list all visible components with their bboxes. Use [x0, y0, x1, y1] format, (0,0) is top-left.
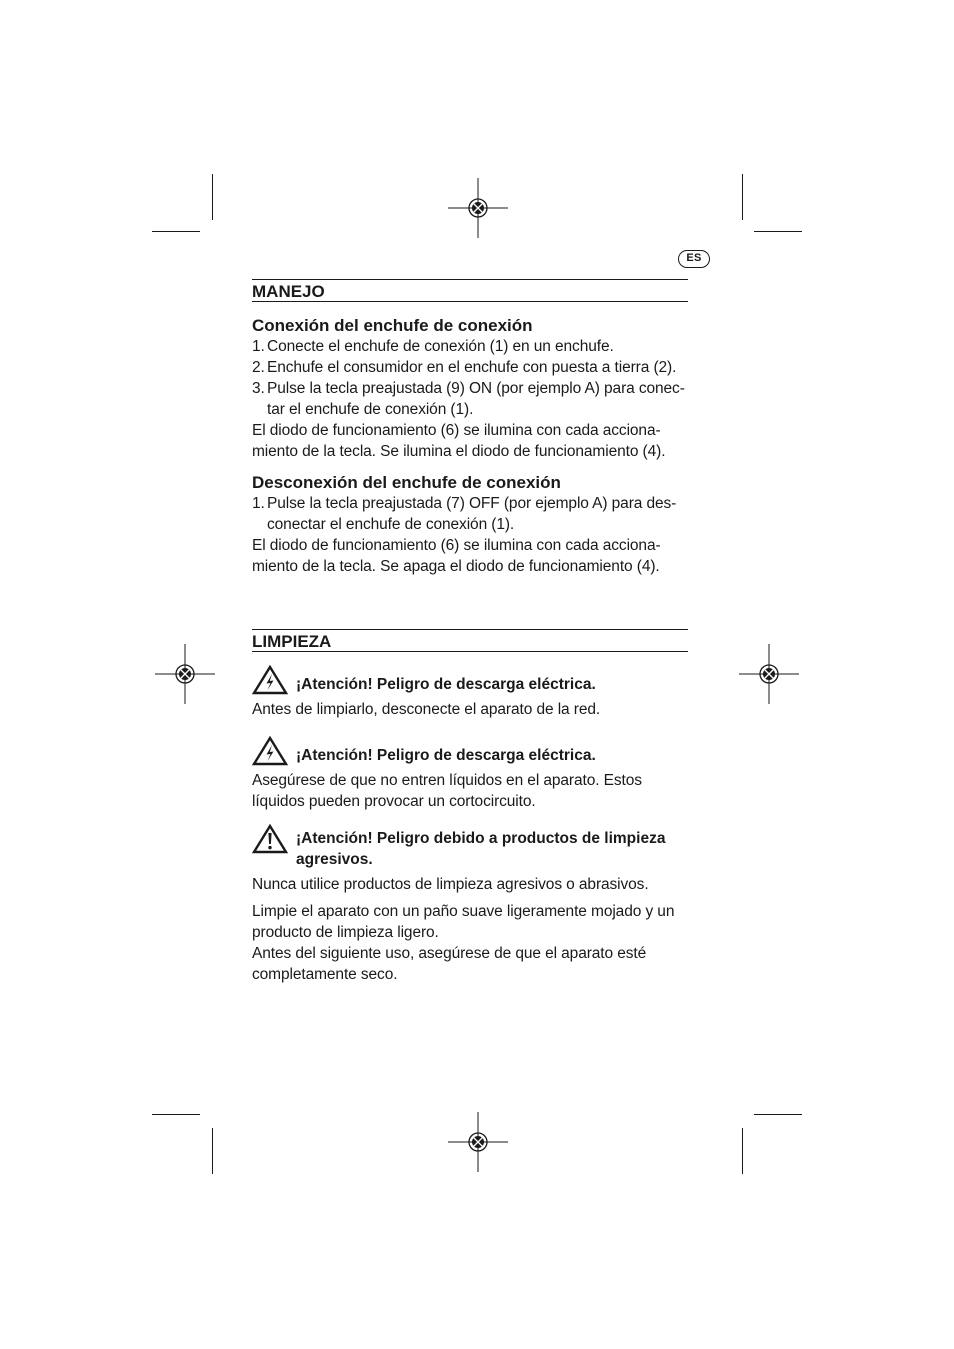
warning-title-line: ¡Atención! Peligro debido a productos de limpieza: [296, 830, 666, 847]
step-text: Conecte el enchufe de conexión (1) en un enchufe.: [267, 338, 614, 355]
language-badge: ES: [678, 250, 710, 268]
list-item: [252, 493, 688, 514]
registration-mark-top-icon: [448, 178, 508, 238]
list-item: [252, 336, 688, 357]
warning-title-line: ¡Atención! Peligro de descarga eléctrica.: [296, 676, 596, 693]
registration-mark-right-icon: [739, 644, 799, 704]
warning-electric-2: [252, 736, 688, 766]
subheading-disconnect: Desconexión del enchufe de conexión: [252, 473, 561, 492]
section-title-manejo: MANEJO: [252, 279, 688, 302]
registration-mark-left-icon: [155, 644, 215, 704]
step-number: 1.: [252, 495, 265, 512]
page-content: [252, 279, 688, 985]
warning-body-line: Asegúrese de que no entren líquidos en el aparato. Estos: [252, 772, 642, 789]
disconnect-note-line: El diodo de funcionamiento (6) se ilumina con cada acciona-: [252, 537, 661, 554]
warning-title: [296, 745, 596, 766]
cleaning-paragraph-line: producto de limpieza ligero.: [252, 924, 439, 941]
warning-body-line: Nunca utilice productos de limpieza agresivos o abrasivos.: [252, 876, 649, 893]
cleaning-paragraph-line: Limpie el aparato con un paño suave ligeramente mojado y un: [252, 903, 675, 920]
cleaning-paragraph-line: Antes del siguiente uso, asegúrese de que el aparato esté: [252, 945, 647, 962]
section-title-limpieza: LIMPIEZA: [252, 629, 688, 652]
step-text-continued: tar el enchufe de conexión (1).: [267, 401, 474, 418]
step-text-continued: conectar el enchufe de conexión (1).: [267, 516, 515, 533]
list-item: [252, 378, 688, 399]
connect-steps: [252, 336, 688, 420]
crop-mark-bottom-left-h: [152, 1114, 200, 1115]
subheading-connect: Conexión del enchufe de conexión: [252, 316, 533, 335]
electric-shock-warning-icon: [252, 665, 288, 695]
step-number: 3.: [252, 380, 265, 397]
caution-warning-icon: [252, 824, 288, 854]
crop-mark-top-right-v: [742, 174, 743, 220]
connect-note-line: El diodo de funcionamiento (6) se ilumina con cada acciona-: [252, 422, 661, 439]
connect-note-line: miento de la tecla. Se ilumina el diodo de funcionamiento (4).: [252, 443, 666, 460]
registration-mark-bottom-icon: [448, 1112, 508, 1172]
step-text: Pulse la tecla preajustada (7) OFF (por ejemplo A) para des-: [267, 495, 677, 512]
warning-cleaning-agents: [252, 828, 688, 870]
electric-shock-warning-icon: [252, 736, 288, 766]
step-number: 1.: [252, 338, 265, 355]
warning-title: [296, 674, 596, 695]
crop-mark-top-right-h: [754, 231, 802, 232]
warning-electric-1: [252, 665, 688, 695]
step-text: Enchufe el consumidor en el enchufe con puesta a tierra (2).: [267, 359, 677, 376]
crop-mark-top-left-h: [152, 231, 200, 232]
warning-body-line: líquidos pueden provocar un cortocircuito.: [252, 793, 536, 810]
disconnect-note-line: miento de la tecla. Se apaga el diodo de funcionamiento (4).: [252, 558, 660, 575]
crop-mark-bottom-left-v: [212, 1128, 213, 1174]
crop-mark-bottom-right-v: [742, 1128, 743, 1174]
warning-title-line: agresivos.: [296, 851, 373, 868]
crop-mark-top-left-v: [212, 174, 213, 220]
cleaning-paragraph-line: completamente seco.: [252, 966, 398, 983]
warning-title-line: ¡Atención! Peligro de descarga eléctrica.: [296, 747, 596, 764]
warning-title: [296, 828, 665, 870]
step-text: Pulse la tecla preajustada (9) ON (por ejemplo A) para conec-: [267, 380, 685, 397]
step-number: 2.: [252, 359, 265, 376]
crop-mark-bottom-right-h: [754, 1114, 802, 1115]
list-item: [252, 357, 688, 378]
warning-body-line: Antes de limpiarlo, desconecte el aparato de la red.: [252, 701, 601, 718]
